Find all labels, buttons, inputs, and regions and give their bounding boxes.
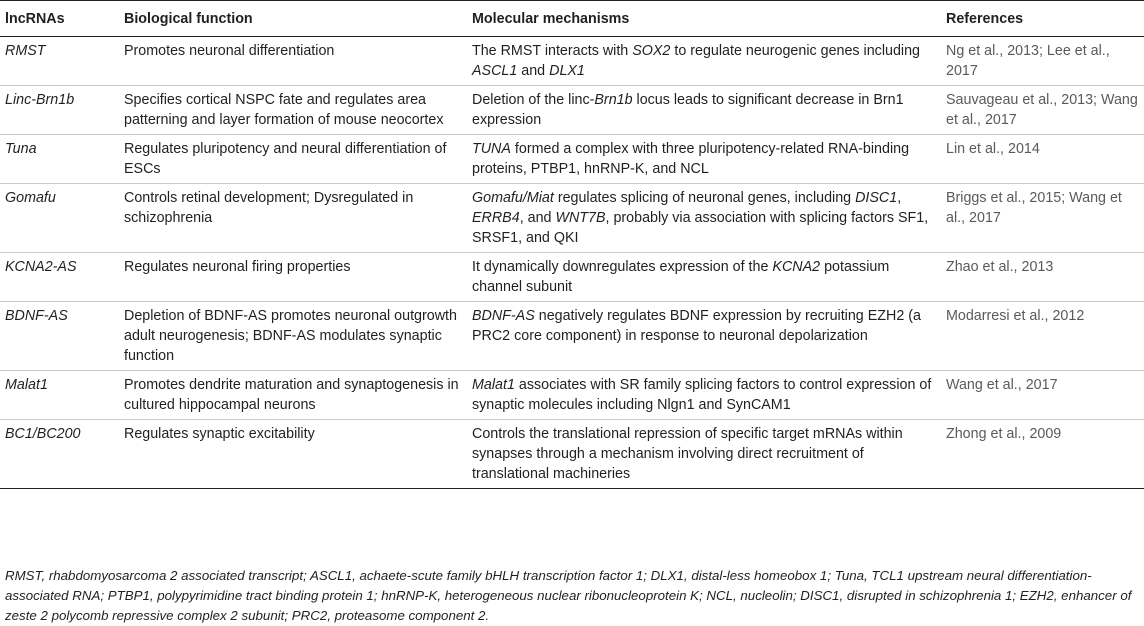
cell-lncrna: Tuna: [0, 135, 124, 184]
mechanism-text-segment: DISC1: [855, 190, 898, 206]
cell-references: Lin et al., 2014: [946, 135, 1144, 184]
mechanism-text-segment: to regulate neurogenic genes including: [670, 43, 920, 59]
cell-references: Zhong et al., 2009: [946, 420, 1144, 489]
mechanism-text-segment: WNT7B: [555, 210, 606, 226]
cell-references: Zhao et al., 2013: [946, 253, 1144, 302]
cell-molecular-mechanism: [472, 135, 946, 184]
mechanism-text-segment: , probably via association with splicing factors SF1, SRSF1, and QKI: [472, 210, 929, 246]
table-row: [0, 371, 1144, 420]
mechanism-text-segment: The RMST interacts with: [472, 43, 633, 59]
cell-molecular-mechanism: [472, 371, 946, 420]
cell-lncrna: KCNA2-AS: [0, 253, 124, 302]
cell-biological-function: Controls retinal development; Dysregulated in schizophrenia: [124, 184, 472, 253]
column-header-lncrnas: lncRNAs: [0, 1, 124, 37]
cell-lncrna: Malat1: [0, 371, 124, 420]
cell-lncrna: RMST: [0, 37, 124, 86]
mechanism-text-segment: associates with SR family splicing factors to control expression of synaptic molecules including Nlgn1 and SynCAM1: [472, 377, 932, 413]
table-row: [0, 184, 1144, 253]
mechanism-text-segment: SOX2: [632, 43, 671, 59]
cell-references: Briggs et al., 2015; Wang et al., 2017: [946, 184, 1144, 253]
mechanism-text-segment: locus leads to significant decrease in Brn1 expression: [472, 92, 904, 128]
table-row: [0, 37, 1144, 86]
table-body: [0, 37, 1144, 489]
mechanism-text-segment: potassium channel subunit: [472, 259, 890, 295]
mechanism-text-segment: negatively regulates BDNF expression by recruiting EZH2 (a PRC2 core component) in response to neuronal depolarization: [472, 308, 921, 344]
cell-references: Ng et al., 2013; Lee et al., 2017: [946, 37, 1144, 86]
mechanism-text-segment: BDNF-AS: [472, 308, 535, 324]
cell-lncrna: BDNF-AS: [0, 302, 124, 371]
cell-lncrna: Linc-Brn1b: [0, 86, 124, 135]
table-row: [0, 420, 1144, 489]
cell-references: Sauvageau et al., 2013; Wang et al., 2017: [946, 86, 1144, 135]
mechanism-text-segment: , and: [519, 210, 556, 226]
header-row: [0, 1, 1144, 37]
mechanism-text-segment: Brn1b: [594, 92, 633, 108]
mechanism-text-segment: KCNA2: [772, 259, 821, 275]
mechanism-text-segment: DLX1: [549, 63, 585, 79]
cell-lncrna: Gomafu: [0, 184, 124, 253]
cell-biological-function: Depletion of BDNF-AS promotes neuronal outgrowth adult neurogenesis; BDNF-AS modulates synaptic function: [124, 302, 472, 371]
mechanism-text-segment: ,: [897, 190, 902, 206]
column-header-references: References: [946, 1, 1144, 37]
table-row: [0, 302, 1144, 371]
table-footnote: RMST, rhabdomyosarcoma 2 associated transcript; ASCL1, achaete-scute family bHLH transcription factor 1; DLX1, distal-less homeobox 1; Tuna, TCL1 upstream neural differentiation-associated RNA; PTBP1, polypyrimidine tract binding protein 1; hnRNP-K, heterogeneous nuclear ribonucleoprotein K; NCL, nucleolin; DISC1, disrupted in schizophrenia 1; EZH2, enhancer of zeste 2 polycomb repressive complex 2 subunit; PRC2, proteasome component 2.: [5, 568, 1132, 623]
cell-molecular-mechanism: [472, 37, 946, 86]
mechanism-text-segment: It dynamically downregulates expression of the: [472, 259, 773, 275]
mechanism-text-segment: Controls the translational repression of specific target mRNAs within synapses through a mechanism involving direct recruitment of translational machineries: [472, 426, 903, 482]
cell-molecular-mechanism: [472, 86, 946, 135]
column-header-molecular-mechanisms: Molecular mechanisms: [472, 1, 946, 37]
mechanism-text-segment: Malat1: [472, 377, 515, 393]
cell-molecular-mechanism: [472, 184, 946, 253]
mechanism-text-segment: and: [517, 63, 550, 79]
cell-molecular-mechanism: [472, 302, 946, 371]
cell-molecular-mechanism: [472, 420, 946, 489]
mechanism-text-segment: Deletion of the linc-: [472, 92, 595, 108]
mechanism-text-segment: regulates splicing of neuronal genes, including: [553, 190, 856, 206]
cell-references: Modarresi et al., 2012: [946, 302, 1144, 371]
cell-biological-function: Regulates pluripotency and neural differentiation of ESCs: [124, 135, 472, 184]
column-header-biological-function: Biological function: [124, 1, 472, 37]
cell-references: Wang et al., 2017: [946, 371, 1144, 420]
cell-biological-function: Regulates synaptic excitability: [124, 420, 472, 489]
mechanism-text-segment: Gomafu/Miat: [472, 190, 554, 206]
cell-lncrna: BC1/BC200: [0, 420, 124, 489]
table-row: [0, 135, 1144, 184]
table-header: [0, 1, 1144, 37]
cell-biological-function: Specifies cortical NSPC fate and regulates area patterning and layer formation of mouse neocortex: [124, 86, 472, 135]
mechanism-text-segment: TUNA: [472, 141, 511, 157]
mechanism-text-segment: formed a complex with three pluripotency-related RNA-binding proteins, PTBP1, hnRNP-K, and NCL: [472, 141, 910, 177]
cell-molecular-mechanism: [472, 253, 946, 302]
mechanism-text-segment: ERRB4: [472, 210, 520, 226]
table-row: [0, 86, 1144, 135]
cell-biological-function: Promotes dendrite maturation and synaptogenesis in cultured hippocampal neurons: [124, 371, 472, 420]
cell-biological-function: Regulates neuronal firing properties: [124, 253, 472, 302]
table-row: [0, 253, 1144, 302]
mechanism-text-segment: ASCL1: [472, 63, 518, 79]
cell-biological-function: Promotes neuronal differentiation: [124, 37, 472, 86]
